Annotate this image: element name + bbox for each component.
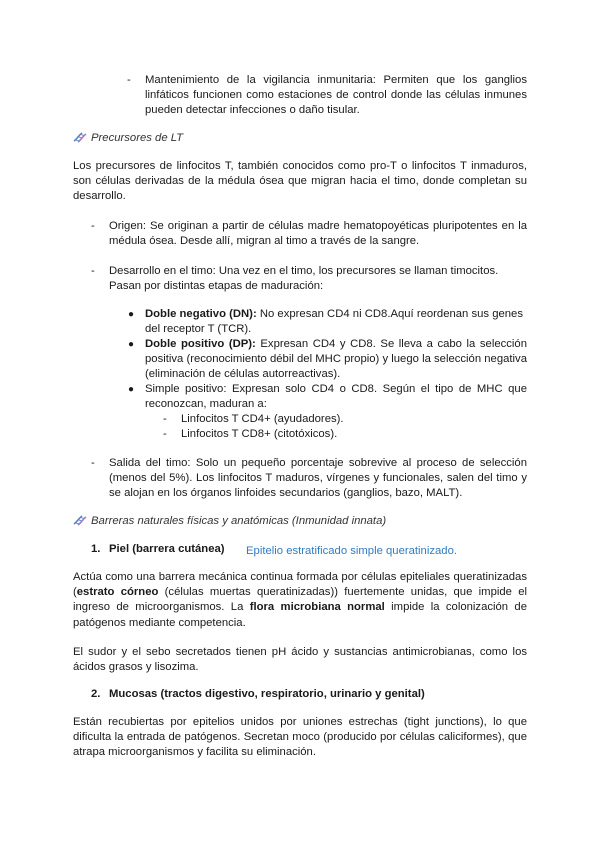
section-heading-barreras: [73, 514, 386, 529]
maintenance-item: Mantenimiento de la vigilancia inmunitaria: Permiten que los ganglios linfáticos funcionen como estaciones de control donde las células inmunes pueden detectar infecciones o daño tisular.: [145, 74, 527, 117]
list-dash: -: [163, 413, 167, 425]
piel-paragraph: Actúa como una barrera mecánica continua formada por células epiteliales queratinizadas (estrato córneo (células muertas queratinizadas)) fuertemente unidas, que impide el ingreso de microorganismos. La flora microbiana normal impide la colonización de patógenos mediante competencia.: [73, 571, 527, 629]
doble-positivo-item: [145, 337, 527, 383]
section-heading-precursores: [73, 131, 183, 146]
estrato-corneo: estrato córneo: [76, 586, 159, 599]
bullet-dot: ●: [128, 309, 135, 320]
dna-icon: [73, 131, 87, 143]
flora-microbiana: flora microbiana normal: [249, 601, 385, 614]
bullet-dot: ●: [128, 339, 135, 350]
section-heading-text: Barreras naturales físicas y anatómicas (Inmunidad innata): [91, 515, 387, 527]
salida-item: Salida del timo: Solo un pequeño porcentaje sobrevive al proceso de selección (menos del 5%). Los linfocitos T maduros, vírgenes y funcionales, salen del timo y se alojan en los órganos linfoides secundarios (ganglios, bazo, MALT).: [109, 457, 527, 500]
list-dash: -: [91, 265, 95, 277]
dna-icon: [73, 514, 87, 526]
list-dash: -: [91, 220, 95, 232]
sudor-paragraph: El sudor y el sebo secretados tienen pH ácido y sustancias antimicrobianas, como los ácidos grasos y lisozima.: [73, 646, 527, 674]
list-dash: -: [127, 74, 131, 86]
piel-heading: Piel (barrera cutánea): [109, 543, 225, 555]
desarrollo-item: Desarrollo en el timo: Una vez en el timo, los precursores se llaman timocitos. Pasan por distintas etapas de maduración:: [109, 265, 499, 293]
doble-positivo-text: Expresan CD4 y CD8. Se lleva a cabo la selección positiva (reconocimiento débil del MHC propio) y luego la selección negativa (eliminación de células autorreactivas).: [145, 338, 527, 381]
doble-positivo-label: Doble positivo (DP):: [145, 338, 256, 350]
heading-number: 1.: [91, 543, 101, 555]
cd4-item: Linfocitos T CD4+ (ayudadores).: [181, 413, 344, 425]
precursores-intro: Los precursores de linfocitos T, también conocidos como pro-T o linfocitos T inmaduros, son células derivadas de la médula ósea que migran hacia el timo, donde completan su desarrollo.: [73, 160, 527, 203]
list-dash: -: [91, 457, 95, 469]
mucosas-heading: Mucosas (tractos digestivo, respiratorio, urinario y genital): [109, 688, 425, 700]
cd8-item: Linfocitos T CD8+ (citotóxicos).: [181, 428, 338, 440]
mucosas-paragraph: Están recubiertas por epitelios unidos por uniones estrechas (tight junctions), lo que dificulta la entrada de patógenos. Secretan moco (producido por células caliciformes), que atrapa microorganismos y facilita su eliminación.: [73, 716, 527, 759]
origen-item: Origen: Se originan a partir de células madre hematopoyéticas pluripotentes en la médula ósea. Desde allí, migran al timo a través de la sangre.: [109, 220, 527, 248]
list-dash: -: [163, 428, 167, 440]
doble-negativo-item: [145, 307, 527, 337]
bullet-dot: ●: [128, 384, 135, 395]
doble-negativo-text: No expresan CD4 ni CD8.Aquí reordenan sus genes del receptor T (TCR).: [145, 308, 523, 336]
simple-positivo-item: Simple positivo: Expresan solo CD4 o CD8. Según el tipo de MHC que reconozcan, maduran a:: [145, 383, 527, 411]
doble-negativo-label: Doble negativo (DN):: [145, 308, 257, 320]
heading-number: 2.: [91, 688, 101, 700]
piel-note: Epitelio estratificado simple queratinizado.: [246, 545, 457, 557]
section-heading-text: Precursores de LT: [91, 132, 184, 144]
